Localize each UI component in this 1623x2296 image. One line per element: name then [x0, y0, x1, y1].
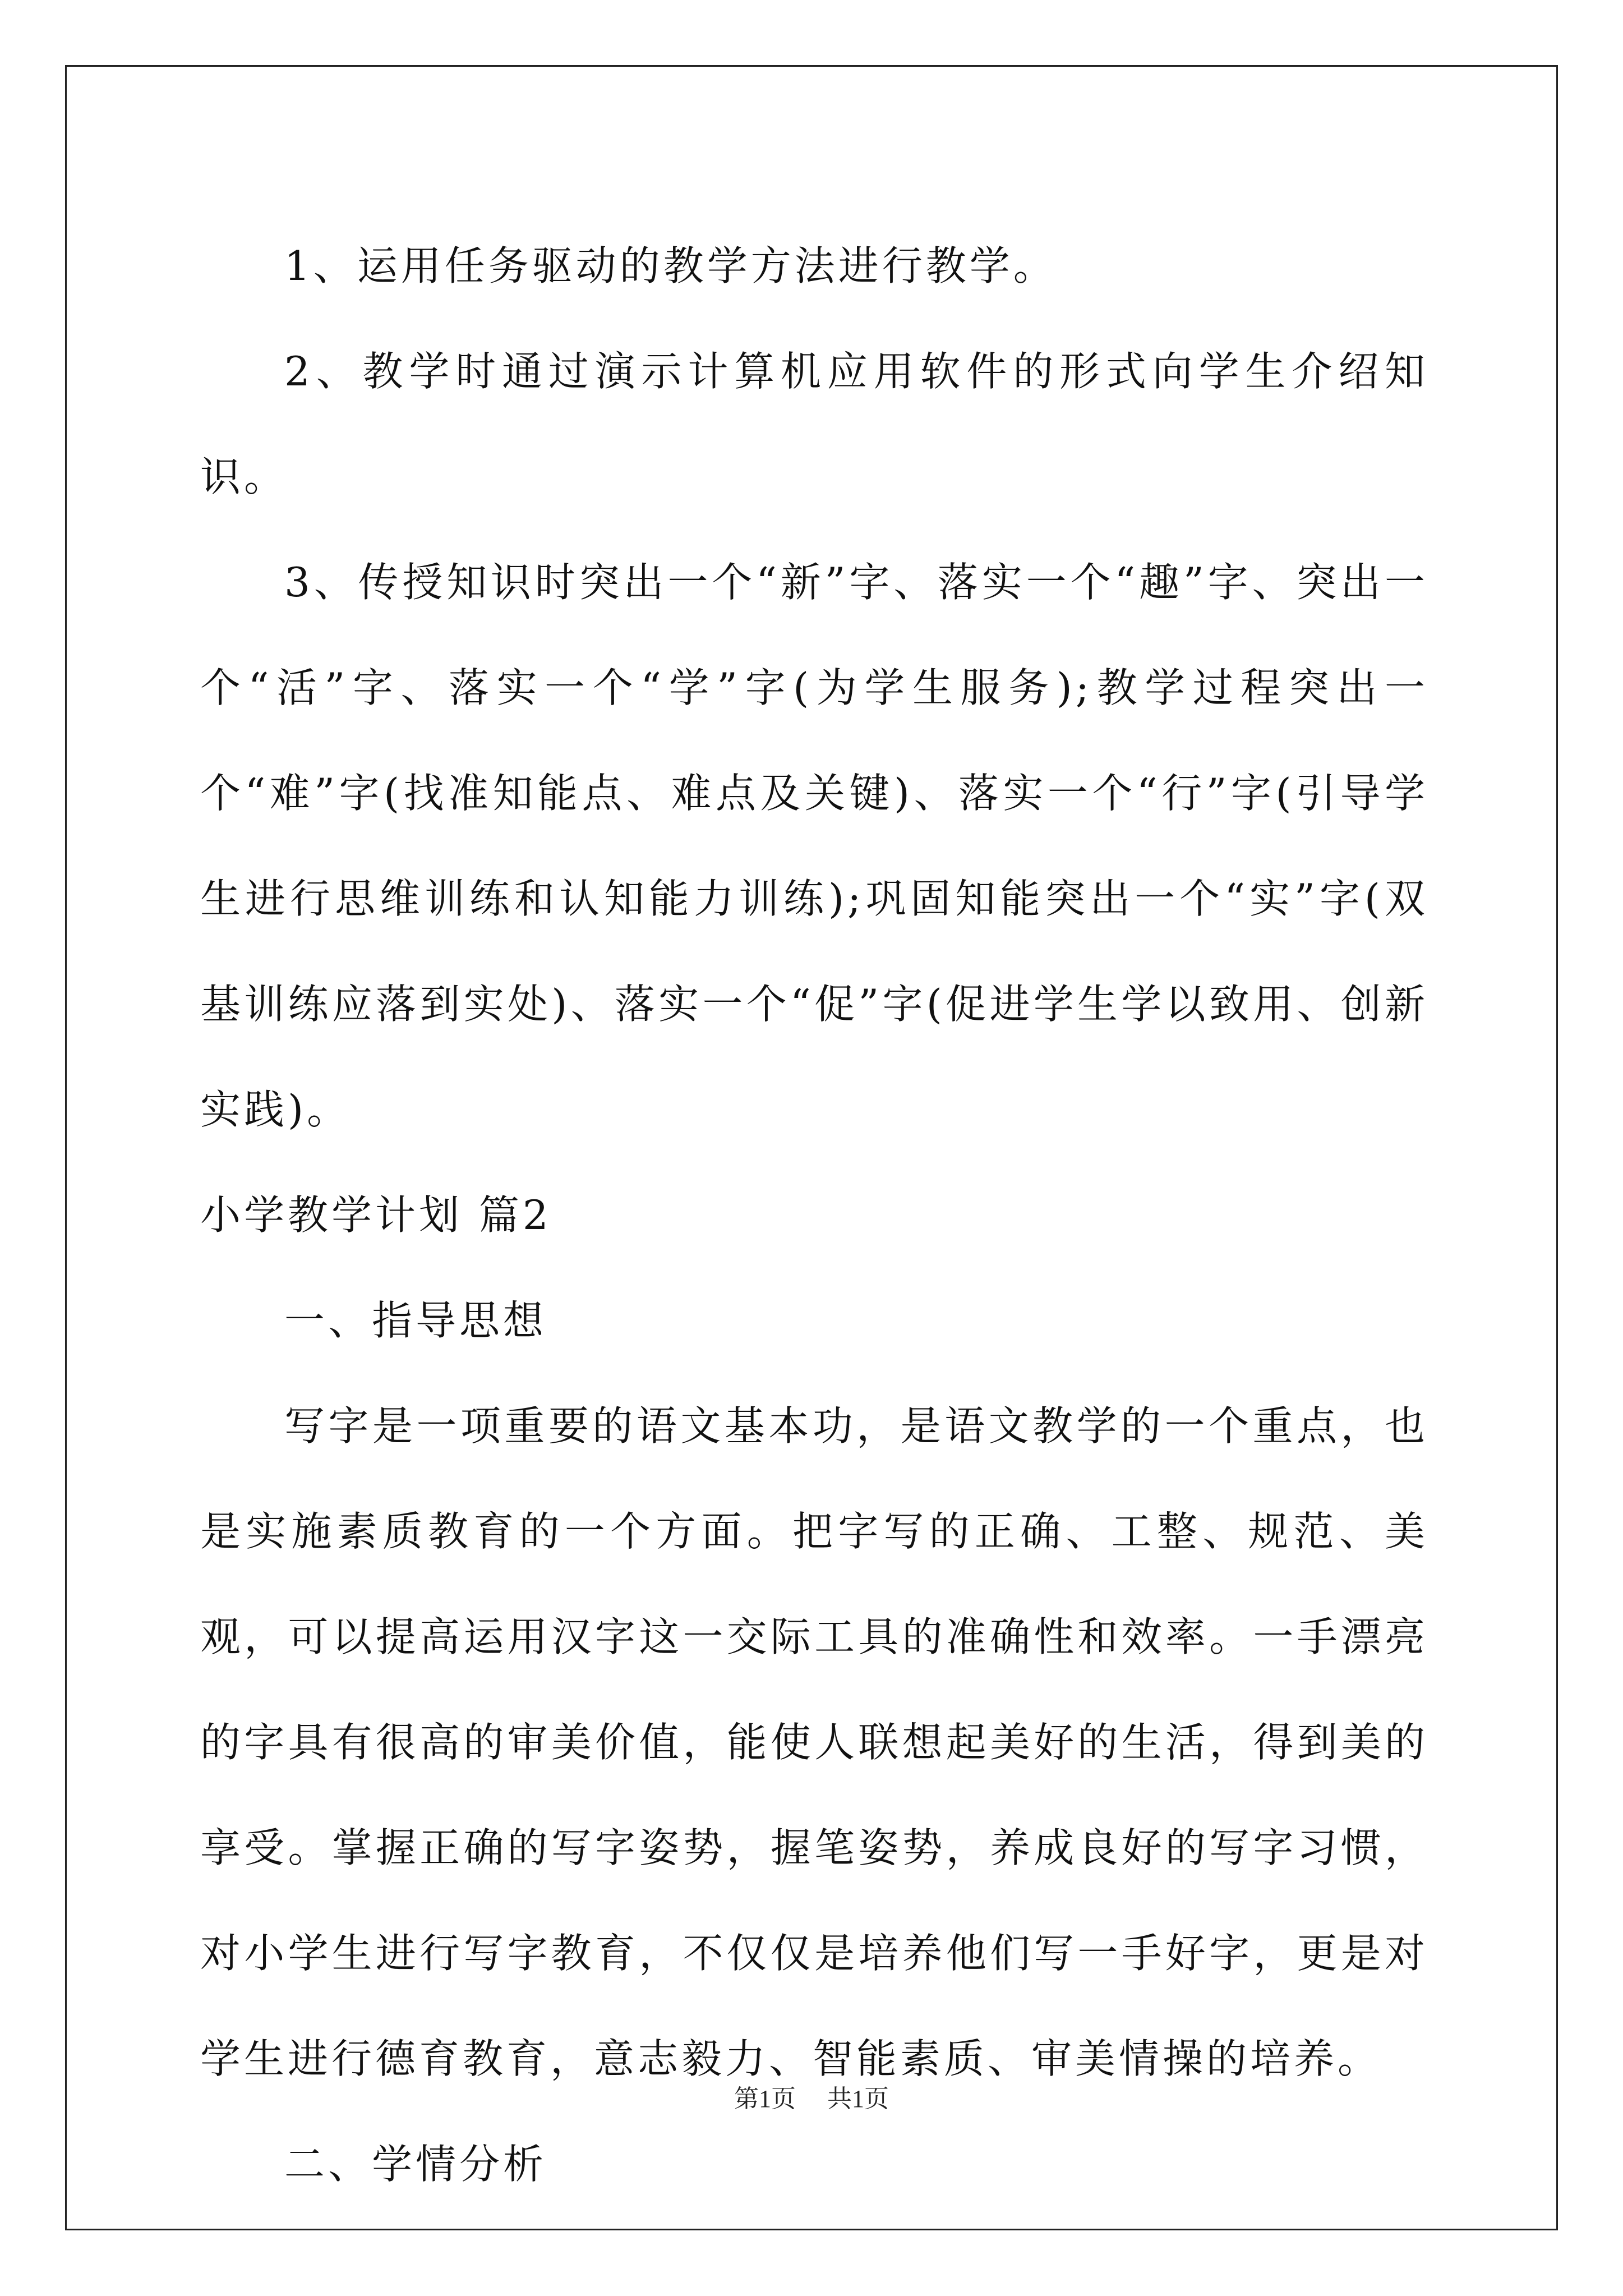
method-item-1: 1、运用任务驱动的教学方法进行教学。 — [284, 242, 1057, 289]
subheading-guiding-ideas: 一、指导思想 — [284, 1297, 547, 1344]
page-footer — [0, 2078, 1623, 2114]
page-total: 共1页 — [827, 2085, 889, 2113]
page-number: 第1页 — [734, 2085, 796, 2113]
guiding-ideas-paragraph: 写字是一项重要的语文基本功，是语文教学的一个重点，也是实施素质教育的一个方面。把字写的正确、工整、规范、美观，可以提高运用汉字这一交际工具的准确性和效率。一手漂亮的字具有很高的审美价值，能使人联想起美好的生活，得到美的享受。掌握正确的写字姿势，握笔姿势，养成良好的写字习惯，对小学生进行写字教育，不仅仅是培养他们写一手好字，更是对学生进行德育教育，意志毅力、智能素质、审美情操的培养。 — [200, 1402, 1428, 2082]
method-item-2: 2、教学时通过演示计算机应用软件的形式向学生介绍知识。 — [200, 348, 1428, 500]
document-body — [200, 213, 1428, 2217]
method-item-3: 3、传授知识时突出一个“新”字、落实一个“趣”字、突出一个“活”字、落实一个“学”字(为学生服务);教学过程突出一个“难”字(找准知能点、难点及关键)、落实一个“行”字(引导学生进行思维训练和认知能力训练);巩固知能突出一个“实”字(双基训练应落到实处)、落实一个“促”字(促进学生学以致用、创新实践)。 — [200, 559, 1428, 1133]
subheading-student-analysis: 二、学情分析 — [284, 2141, 547, 2188]
section-title: 小学教学计划 篇2 — [200, 1191, 552, 1239]
